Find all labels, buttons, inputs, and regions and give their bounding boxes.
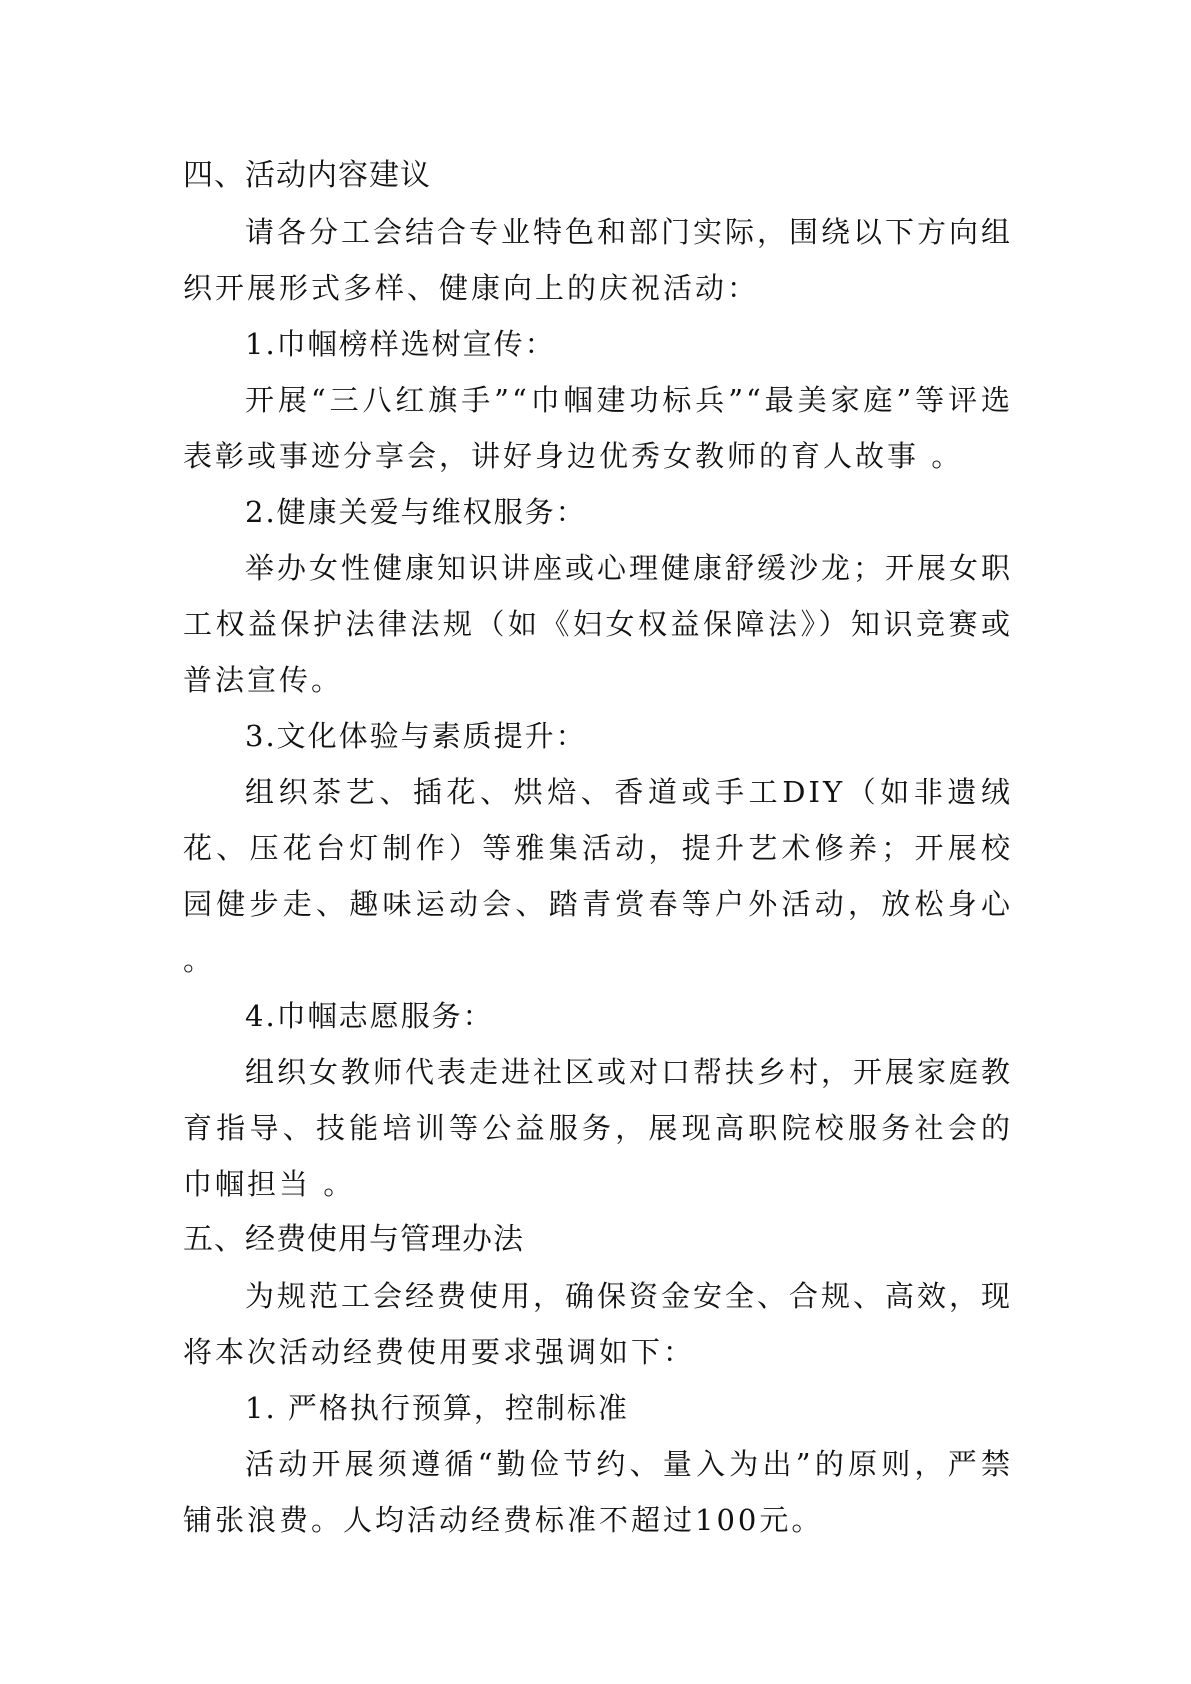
section4-item1-title: 1.巾帼榜样选树宣传：: [245, 327, 556, 361]
document-body: [183, 148, 1013, 1548]
section5-intro: 为规范工会经费使用，确保资金安全、合规、高效，现将本次活动经费使用要求强调如下：: [183, 1279, 1014, 1369]
section5-item1-text: 活动开展须遵循“勤俭节约、量入为出”的原则，严禁铺张浪费。人均活动经费标准不超过100元。: [183, 1447, 1013, 1537]
section4-item2-text: 举办女性健康知识讲座或心理健康舒缓沙龙；开展女职工权益保护法律法规（如《妇女权益保障法》）知识竞赛或普法宣传。: [183, 551, 1014, 697]
section4-intro: 请各分工会结合专业特色和部门实际，围绕以下方向组织开展形式多样、健康向上的庆祝活动：: [183, 215, 1014, 305]
section4-item1-text: 开展“三八红旗手”“巾帼建功标兵”“最美家庭”等评选表彰或事迹分享会，讲好身边优秀女教师的育人故事 。: [183, 383, 1013, 473]
section4-item4-title: 4.巾帼志愿服务：: [245, 999, 494, 1033]
section4-item4-text: 组织女教师代表走进社区或对口帮扶乡村，开展家庭教育指导、技能培训等公益服务，展现高职院校服务社会的巾帼担当 。: [183, 1055, 1014, 1201]
section5-item1-title: 1. 严格执行预算，控制标准: [245, 1391, 629, 1425]
section4-item3-title: 3.文化体验与素质提升：: [245, 719, 587, 753]
section4-item2-title: 2.健康关爱与维权服务：: [245, 495, 587, 529]
section4-heading: 四、活动内容建议: [183, 158, 431, 193]
section5-heading: 五、经费使用与管理办法: [183, 1222, 524, 1257]
section4-item3-text: 组织茶艺、插花、烘焙、香道或手工DIY（如非遗绒花、压花台灯制作）等雅集活动，提升艺术修养；开展校园健步走、趣味运动会、踏青赏春等户外活动，放松身心 。: [183, 775, 1013, 977]
